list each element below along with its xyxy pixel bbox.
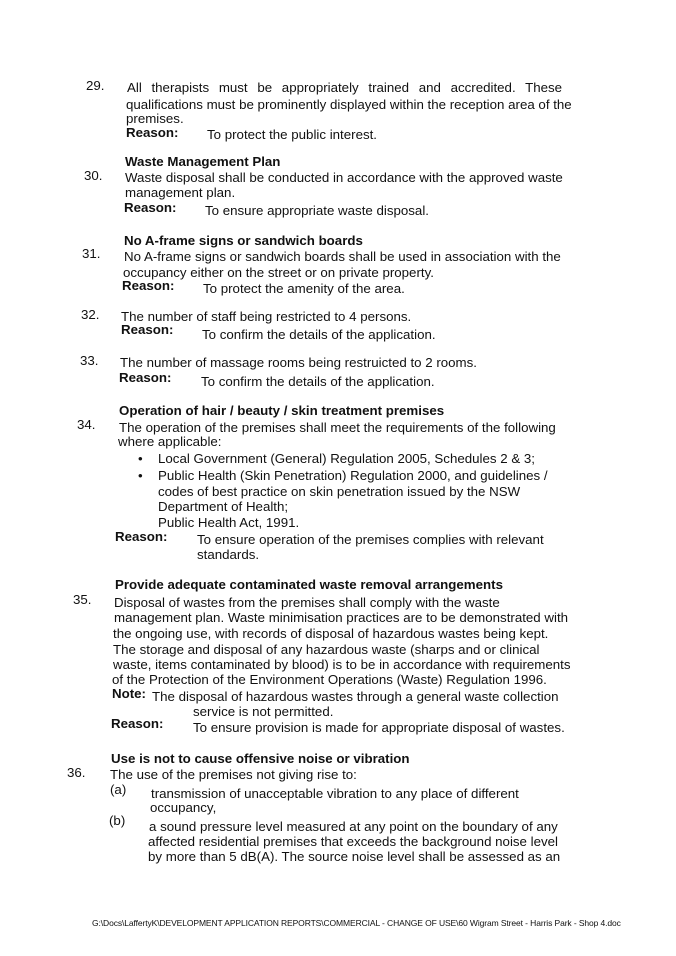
list-item-label: (b) bbox=[109, 813, 126, 828]
condition-text-line: management plan. Waste minimisation practices are to be demonstrated with bbox=[114, 610, 569, 625]
reason-text: To confirm the details of the application. bbox=[201, 374, 435, 389]
reason-text: standards. bbox=[197, 547, 260, 562]
list-item-label: (a) bbox=[110, 782, 127, 797]
reason-label: Reason: bbox=[122, 278, 175, 293]
condition-number: 32. bbox=[81, 307, 100, 322]
condition-number: 30. bbox=[84, 168, 103, 183]
condition-text-line: waste, items contaminated by blood) is to be in accordance with requirements bbox=[113, 657, 571, 672]
reason-label: Reason: bbox=[111, 716, 164, 731]
bullet-item-line: codes of best practice on skin penetration issued by the NSW bbox=[158, 484, 521, 499]
list-item-line: occupancy, bbox=[150, 800, 217, 815]
condition-text-line: The storage and disposal of any hazardous waste (sharps and or clinical bbox=[113, 642, 540, 657]
condition-heading: No A-frame signs or sandwich boards bbox=[124, 233, 363, 248]
condition-number: 33. bbox=[80, 353, 99, 368]
reason-label: Reason: bbox=[119, 370, 172, 385]
reason-text: To confirm the details of the application. bbox=[202, 327, 436, 342]
condition-number: 35. bbox=[73, 592, 92, 607]
note-text: The disposal of hazardous wastes through a general waste collection bbox=[152, 689, 559, 704]
note-text: service is not permitted. bbox=[193, 704, 334, 719]
reason-text: To ensure appropriate waste disposal. bbox=[205, 203, 429, 218]
condition-number: 31. bbox=[82, 246, 101, 261]
condition-number: 34. bbox=[77, 417, 96, 432]
condition-number: 29. bbox=[86, 78, 105, 93]
condition-heading: Operation of hair / beauty / skin treatment premises bbox=[119, 403, 445, 418]
condition-text-line: The number of staff being restricted to 4 persons. bbox=[121, 309, 412, 324]
list-item-line: by more than 5 dB(A). The source noise level shall be assessed as an bbox=[148, 849, 561, 864]
bullet-item: • Local Government (General) Regulation 2005, Schedules 2 & 3; bbox=[158, 451, 535, 466]
bullet-item-line: Department of Health; bbox=[158, 499, 289, 514]
note-label: Note: bbox=[112, 686, 146, 701]
condition-text-line: where applicable: bbox=[118, 434, 222, 449]
condition-text-line: premises. bbox=[126, 111, 184, 126]
condition-text-line: occupancy either on the street or on private property. bbox=[123, 265, 434, 280]
reason-text: To ensure operation of the premises complies with relevant bbox=[197, 532, 544, 547]
reason-text: To ensure provision is made for appropriate disposal of wastes. bbox=[193, 720, 565, 735]
condition-text-line: The use of the premises not giving rise to: bbox=[110, 767, 357, 782]
condition-text-line: management plan. bbox=[125, 185, 236, 200]
reason-text: To protect the amenity of the area. bbox=[203, 281, 405, 296]
list-item-line: transmission of unacceptable vibration to any place of different bbox=[151, 786, 519, 801]
list-item-line: affected residential premises that exceeds the background noise level bbox=[148, 834, 558, 849]
condition-text-line: The number of massage rooms being restruicted to 2 rooms. bbox=[120, 355, 477, 370]
list-item-line: a sound pressure level measured at any point on the boundary of any bbox=[149, 819, 558, 834]
bullet-item-line: Public Health Act, 1991. bbox=[158, 515, 300, 530]
condition-text-line: the ongoing use, with records of disposal of hazardous wastes being kept. bbox=[113, 626, 549, 641]
reason-label: Reason: bbox=[121, 322, 174, 337]
condition-text-line: qualifications must be prominently displayed within the reception area of the bbox=[126, 97, 572, 112]
reason-label: Reason: bbox=[124, 200, 177, 215]
condition-text-line: Waste disposal shall be conducted in accordance with the approved waste bbox=[125, 170, 563, 185]
document-footer-path: G:\Docs\LaffertyK\DEVELOPMENT APPLICATION REPORTS\COMMERCIAL - CHANGE OF USE\60 Wigram Street - Harris Park - Shop 4.doc bbox=[92, 918, 621, 928]
condition-heading: Provide adequate contaminated waste removal arrangements bbox=[115, 577, 503, 592]
condition-text-line: of the Protection of the Environment Operations (Waste) Regulation 1996. bbox=[112, 672, 547, 687]
condition-number: 36. bbox=[67, 765, 86, 780]
reason-label: Reason: bbox=[126, 125, 179, 140]
condition-text-line: Disposal of wastes from the premises shall comply with the waste bbox=[114, 595, 500, 610]
condition-text-line: No A-frame signs or sandwich boards shall be used in association with the bbox=[124, 249, 561, 264]
condition-text-line: All therapists must be appropriately trained and accredited. These bbox=[127, 80, 563, 95]
condition-text-line: The operation of the premises shall meet the requirements of the following bbox=[119, 420, 556, 435]
condition-heading: Waste Management Plan bbox=[125, 154, 281, 169]
bullet-item: • Public Health (Skin Penetration) Regulation 2000, and guidelines / bbox=[158, 468, 548, 483]
reason-text: To protect the public interest. bbox=[207, 127, 377, 142]
condition-heading: Use is not to cause offensive noise or vibration bbox=[111, 751, 410, 766]
reason-label: Reason: bbox=[115, 529, 168, 544]
